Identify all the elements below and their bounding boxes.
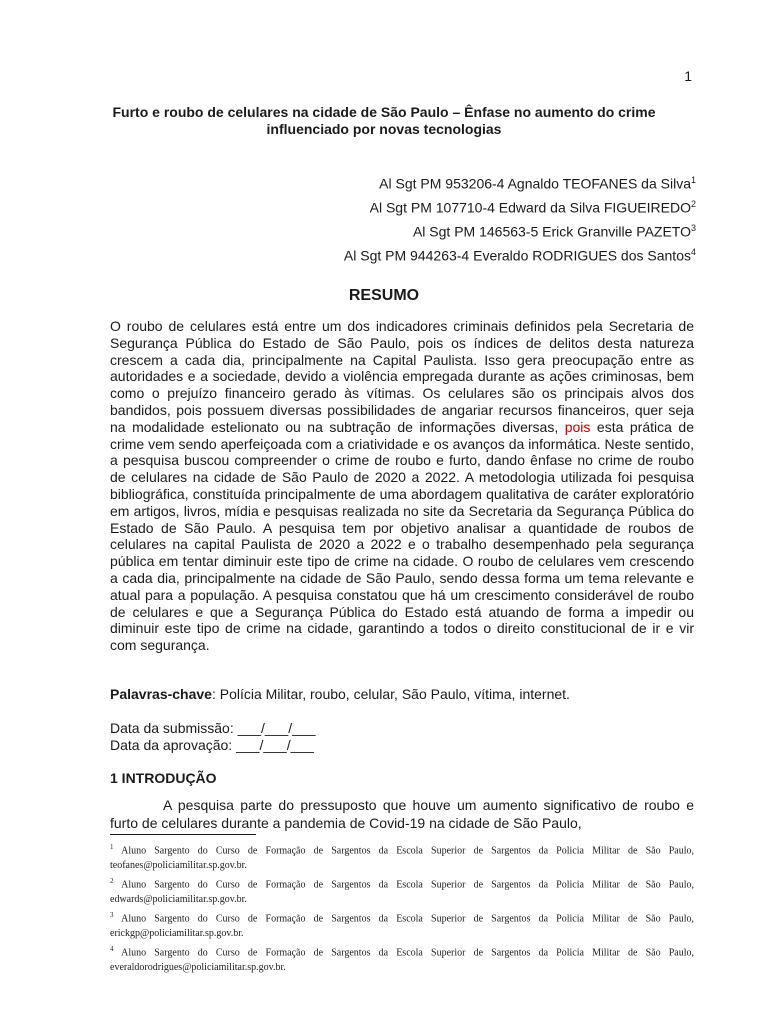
author-line — [344, 192, 696, 216]
author-line — [344, 240, 696, 264]
paper-title: Furto e roubo de celulares na cidade de São Paulo – Ênfase no aumento do crime influenciado por novas tecnologias — [112, 104, 656, 137]
footnote-mark: 4 — [110, 945, 114, 954]
footnote-text: Aluno Sargento do Curso de Formação de Sargentos da Escola Superior de Sargentos da Policia Militar de São Paulo, edwards@policiamilitar.sp.gov.br. — [110, 879, 694, 905]
footnote-text: Aluno Sargento do Curso de Formação de Sargentos da Escola Superior de Sargentos da Policia Militar de São Paulo, erickgp@policiamilitar.sp.gov.br. — [110, 913, 694, 940]
intro-paragraph: A pesquisa parte do pressuposto que houve um aumento significativo de roubo e furto de celulares durante a pandemia de Covid-19 na cidade de São Paulo, — [110, 797, 694, 831]
footnote-marker: 1 — [690, 175, 696, 185]
page-number: 1 — [684, 68, 692, 84]
abstract-heading: RESUMO — [348, 287, 420, 304]
author-name: Al Sgt PM 146563-5 Erick Granville PAZETO — [412, 223, 691, 240]
abstract-text — [110, 318, 694, 654]
author-line — [344, 216, 696, 240]
footnote — [110, 908, 694, 941]
footnote — [110, 840, 694, 873]
footnote-marker: 2 — [690, 199, 696, 209]
section-heading: 1 INTRODUÇÃO — [110, 770, 217, 786]
abstract-highlight: pois — [564, 418, 591, 435]
footnote-separator — [110, 834, 256, 835]
footnote-text: Aluno Sargento do Curso de Formação de Sargentos da Escola Superior de Sargentos da Policia Militar de São Paulo, everaldorodrigues@policiamilitar.sp.gov.br. — [110, 947, 694, 974]
author-list — [344, 168, 696, 264]
approval-date: Data da aprovação: ___/___/___ — [110, 736, 314, 753]
footnote-marker: 3 — [690, 223, 696, 233]
footnote-mark: 2 — [110, 877, 114, 886]
author-name: Al Sgt PM 953206-4 Agnaldo TEOFANES da Silva — [379, 175, 691, 192]
footnote-marker: 4 — [690, 247, 696, 257]
footnote-text: Aluno Sargento do Curso de Formação de Sargentos da Escola Superior de Sargentos da Policia Militar de São Paulo, teofanes@policiamilitar.sp.gov.br. — [110, 845, 694, 871]
footnote-mark: 1 — [110, 843, 114, 851]
footnote — [110, 942, 694, 975]
submission-date: Data da submissão: ___/___/___ — [110, 720, 316, 736]
author-name: Al Sgt PM 107710-4 Edward da Silva FIGUEIREDO — [369, 199, 691, 216]
keywords — [110, 686, 694, 703]
footnotes — [110, 840, 694, 977]
keywords-label: Palavras-chave — [110, 686, 212, 702]
footnote-mark: 3 — [110, 911, 114, 920]
keywords-text: : Polícia Militar, roubo, celular, São Paulo, vítima, internet. — [211, 686, 570, 702]
abstract-part-2: esta prática de crime vem sendo aperfeiçoada com a criatividade e os avanços da informática. Neste sentido, a pesquisa buscou compreender o crime de roubo e furto, dando ênfase no crime de roubo de celulares na cidade de São Paulo de 2020 a 2022. A metodologia utilizada foi pesquisa bibliográfica, constituída principalmente de uma abordagem qualitativa de caráter exploratório em artigos, livros, mídia e pesquisas realizada no site da Secretaria da Segurança Pública do Estado de São Paulo. A pesquisa tem por objetivo analisar a quantidade de roubos de celulares na capital Paulista de 2020 a 2022 e o trabalho desempenhado pela segurança pública em tentar diminuir este tipo de crime na cidade. O roubo de celulares vem crescendo a cada dia, principalmente na cidade de São Paulo, sendo dessa forma um tema relevante e atual para a população. A pesquisa constatou que há um crescimento considerável de roubo de celulares e que a Segurança Pública do Estado está atuando de forma a impedir ou diminuir este tipo de crime na cidade, garantindo a todos o direito constitucional de ir e vir com segurança. — [110, 418, 695, 654]
footnote — [110, 874, 694, 907]
abstract-part-1: O roubo de celulares está entre um dos indicadores criminais definidos pela Secretaria de Segurança Pública do Estado de São Paulo, pois os índices de delitos desta natureza crescem a cada dia, principalmente na Capital Paulista. Isso gera preocupação entre as autoridades e a sociedade, devido a violência empregada durante as ações criminosas, bem como o prejuízo financeiro gerado às vítimas. Os celulares são os principais alvos dos bandidos, pois possuem diversas possibilidades de angariar recursos financeiros, quer seja na modalidade estelionato ou na subtração de informações diversas, — [110, 318, 694, 435]
dates-block — [110, 720, 315, 753]
author-line — [344, 168, 696, 192]
author-name: Al Sgt PM 944263-4 Everaldo RODRIGUES dos Santos — [343, 247, 691, 264]
